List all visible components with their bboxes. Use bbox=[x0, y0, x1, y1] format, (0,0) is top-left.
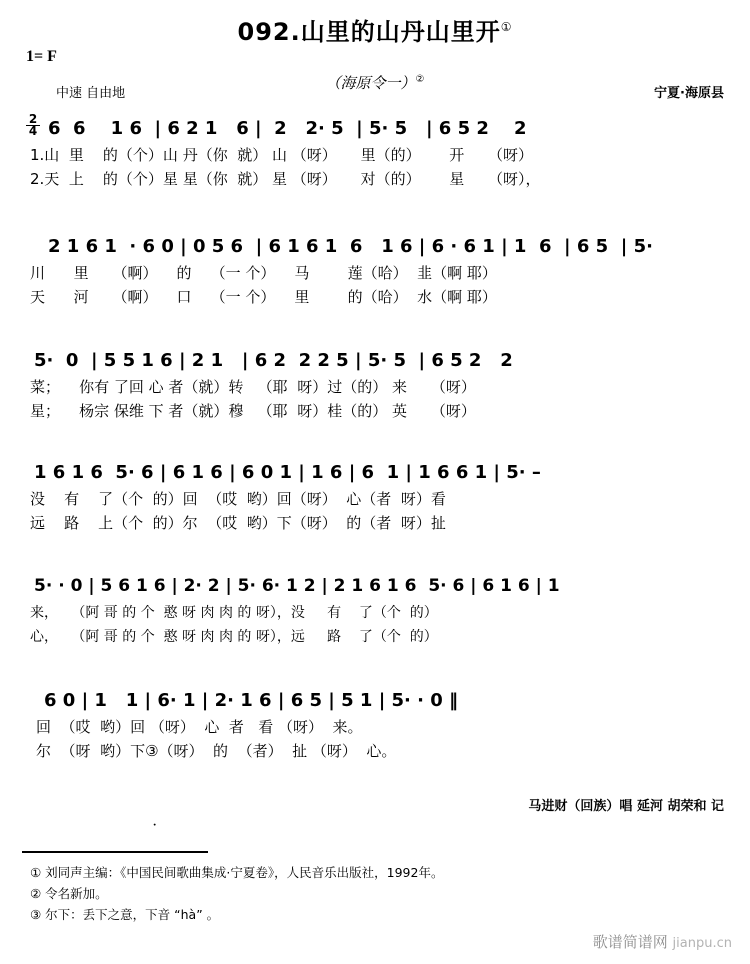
lyric-row-verse-2: 天 河 （啊） 口 （一 个） 里 的（哈） 水（啊 耶） bbox=[30, 288, 497, 306]
watermark-text: 歌谱简谱网 bbox=[592, 933, 668, 951]
note-row: 6 6 1 6 | 6 2 1 6 | 2 2· 5 | 5· 5 | 6 5 2 2 bbox=[48, 118, 527, 139]
note-row: 5· · 0 | 5 6 1 6 | 2· 2 | 5· 6· 1 2 | 2 1 6 1 6 5· 6 | 6 1 6 | 1 bbox=[34, 576, 560, 596]
music-system-6 bbox=[26, 690, 726, 764]
subtitle-footnote-marker: ② bbox=[415, 74, 425, 85]
watermark bbox=[593, 931, 732, 952]
performer-credit: 马进财（回族）唱 延河 胡荣和 记 bbox=[528, 799, 724, 814]
music-system-3 bbox=[26, 350, 726, 424]
lyric-row-verse-1: 来， （阿 哥 的 个 憨 呀 肉 肉 的 呀），没 有 了（个 的） bbox=[30, 605, 438, 621]
music-system-1 bbox=[26, 112, 726, 192]
music-system-4 bbox=[26, 462, 726, 536]
tempo-marking: 中速 自由地 bbox=[56, 86, 126, 101]
note-row: 5· 0 | 5 5 1 6 | 2 1 | 6 2 2 2 5 | 5· 5 | 6 5 2 2 bbox=[34, 350, 513, 371]
decorative-dot: · bbox=[152, 817, 158, 834]
lyric-row-verse-2: 远 路 上（个 的）尔 （哎 哟）下（呀） 的（者 呀）扯 bbox=[30, 514, 446, 532]
music-system-5 bbox=[26, 576, 726, 650]
title-text: 092.山里的山丹山里开 bbox=[237, 18, 501, 46]
lyric-row-verse-2: 尔 （呀 哟）下③（呀） 的 （者） 扯 （呀） 心。 bbox=[36, 742, 397, 760]
footnote-3: ③ 尔下：丢下之意，下音 “hà” 。 bbox=[30, 907, 220, 922]
note-row: 2 1 6 1 · 6 0 | 0 5 6 | 6 1 6 1 6 1 6 | 6 · 6 1 | 1 6 | 6 5 | 5· bbox=[48, 236, 653, 257]
lyric-row-verse-2: 星； 杨宗 保维 下 者（就）穆 （耶 呀）桂（的） 英 （呀） bbox=[30, 402, 476, 420]
note-row: 1 6 1 6 5· 6 | 6 1 6 | 6 0 1 | 1 6 | 6 1 | 1 6 6 1 | 5· – bbox=[34, 462, 541, 483]
subtitle bbox=[0, 72, 750, 93]
watermark-site: jianpu.cn bbox=[672, 936, 732, 951]
lyric-row-verse-1: 川 里 （啊） 的 （一 个） 马 莲（哈） 韭（啊 耶） bbox=[30, 264, 497, 282]
time-signature-top: 2 bbox=[28, 112, 38, 126]
time-signature-bottom: 4 bbox=[26, 125, 40, 137]
footnote-1: ① 刘同声主编：《中国民间歌曲集成·宁夏卷》，人民音乐出版社，1992年。 bbox=[30, 865, 444, 880]
footnote-2: ② 令名新加。 bbox=[30, 886, 108, 901]
lyric-row-verse-2: 心， （阿 哥 的 个 憨 呀 肉 肉 的 呀），远 路 了（个 的） bbox=[30, 629, 438, 645]
footnote-divider bbox=[22, 851, 208, 853]
lyric-row-verse-2: 2.天 上 的（个）星 星（你 就） 星 （呀） 对（的） 星 （呀）， bbox=[30, 170, 541, 188]
music-system-2 bbox=[26, 236, 726, 310]
footnotes bbox=[30, 862, 630, 925]
page-title bbox=[0, 12, 750, 47]
region-label: 宁夏·海原县 bbox=[654, 86, 724, 101]
lyric-row-verse-1: 1.山 里 的（个）山 丹（你 就） 山 （呀） 里（的） 开 （呀） bbox=[30, 146, 534, 164]
note-row: 6 0 | 1 1 | 6· 1 | 2· 1 6 | 6 5 | 5 1 | 5· · 0 ‖ bbox=[44, 690, 459, 711]
key-signature: 1= F bbox=[26, 48, 57, 65]
subtitle-text: （海原令一） bbox=[325, 74, 416, 92]
lyric-row-verse-1: 回 （哎 哟）回 （呀） 心 者 看 （呀） 来。 bbox=[36, 718, 363, 736]
lyric-row-verse-1: 菜； 你有 了回 心 者（就）转 （耶 呀）过（的） 来 （呀） bbox=[30, 378, 476, 396]
title-footnote-marker: ① bbox=[500, 20, 513, 34]
lyric-row-verse-1: 没 有 了（个 的）回 （哎 哟）回（呀） 心（者 呀）看 bbox=[30, 490, 446, 508]
